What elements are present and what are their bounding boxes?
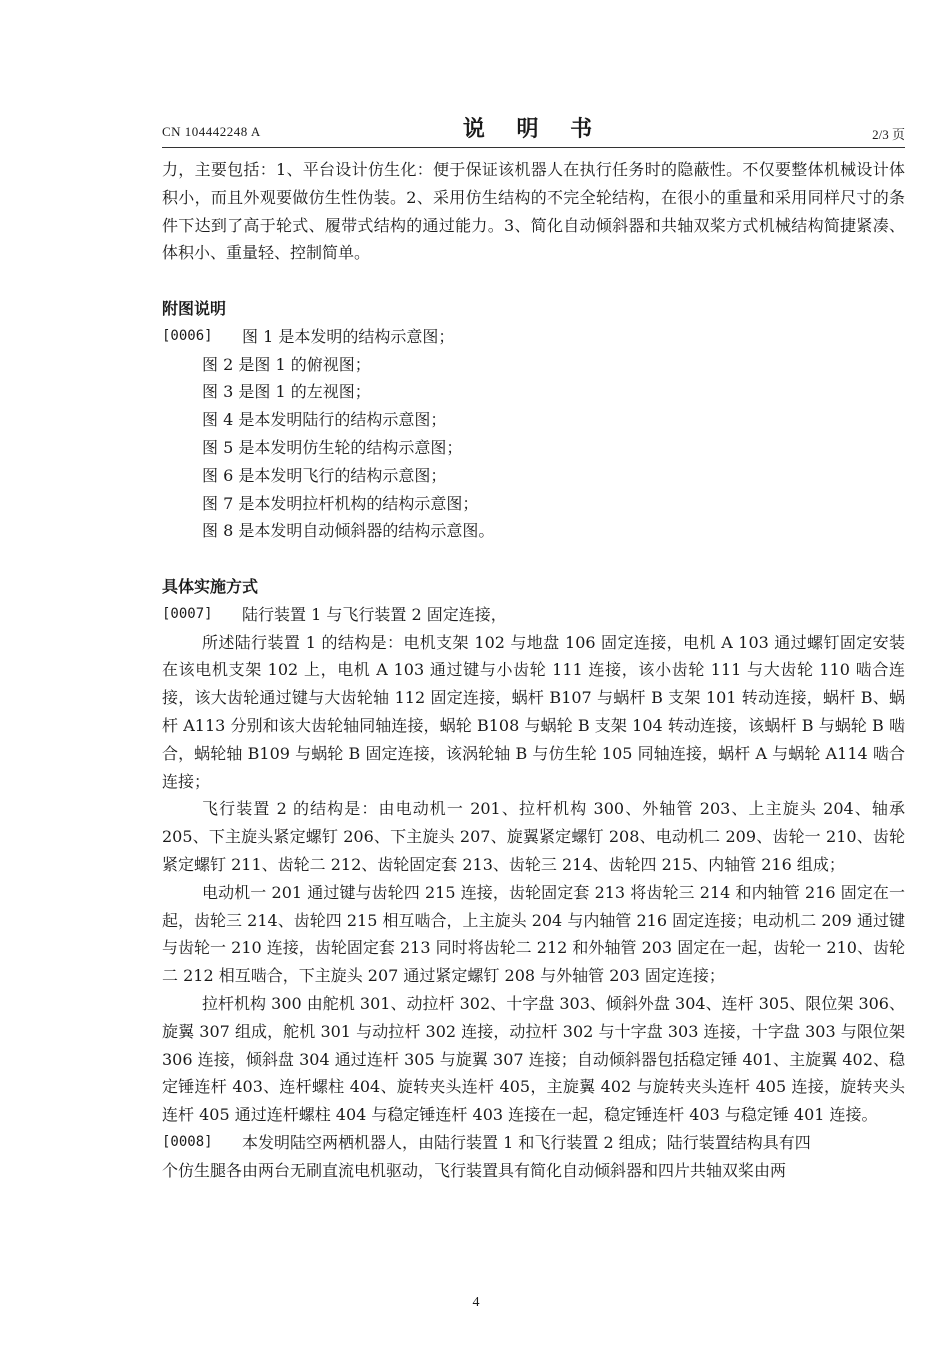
- patent-number: CN 104442248 A: [162, 124, 261, 139]
- document-title: 说 明 书: [462, 116, 605, 142]
- body-paragraph: 个仿生腿各由两台无刷直流电机驱动，飞行装置具有简化自动倾斜器和四片共轴双桨由两: [162, 1160, 787, 1180]
- figure-item: 图 3 是图 1 的左视图；: [202, 382, 371, 402]
- spacer: [162, 545, 905, 573]
- figure-item: 图 2 是图 1 的俯视图；: [202, 354, 371, 374]
- paragraph-number: [0008]: [162, 1133, 213, 1150]
- page-header: [162, 110, 905, 146]
- body-paragraph: 所述陆行装置 1 的结构是：电机支架 102 与地盘 106 固定连接，电机 A 103 通过螺钉固定安装在该电机支架 102 上，电机 A 103 通过键与小齿轮 111 连接，该小齿轮 111 与大齿轮 110 啮合连接，该大齿轮通过键与大齿轮轴 112 固定连接，蜗杆 B107 与蜗杆 B 支架 101 转动连接，蜗杆 B、蜗杆 A113 分别和该大齿轮轴同轴连接，蜗轮 B108 与蜗轮 B 支架 104 转动连接，该蜗杆 B 与蜗轮 B 啮合，蜗轮轴 B109 与蜗轮 B 固定连接，该涡轮轴 B 与仿生轮 105 同轴连接，蜗杆 A 与蜗轮 A114 啮合连接；: [162, 632, 905, 791]
- body-paragraph: 飞行装置 2 的结构是：由电动机一 201、拉杆机构 300、外轴管 203、上主旋头 204、轴承 205、下主旋头紧定螺钉 206、下主旋头 207、旋翼紧定螺钉 208、电动机二 209、齿轮一 210、齿轮紧定螺钉 211、齿轮二 212、齿轮固定套 213、齿轮三 214、齿轮四 215、内轴管 216 组成；: [162, 799, 905, 874]
- figure-item: 图 7 是本发明拉杆机构的结构示意图；: [202, 493, 479, 513]
- body-paragraph: 电动机一 201 通过键与齿轮四 215 连接，齿轮固定套 213 将齿轮三 214 和内轴管 216 固定在一起，齿轮三 214、齿轮四 215 相互啮合，上主旋头 204 与内轴管 216 固定连接；电动机二 209 通过键与齿轮一 210 连接，齿轮固定套 213 同时将齿轮二 212 和外轴管 203 固定在一起，齿轮一 210、齿轮二 212 相互啮合，下主旋头 207 通过紧定螺钉 208 与外轴管 203 固定连接；: [162, 882, 905, 986]
- header-rule: [162, 147, 905, 148]
- spacer: [162, 267, 905, 295]
- paragraph-number: [0006]: [162, 327, 213, 344]
- figure-item: 图 5 是本发明仿生轮的结构示意图；: [202, 437, 463, 457]
- figure-item: 图 6 是本发明飞行的结构示意图；: [202, 465, 447, 485]
- figure-item: 图 8 是本发明自动倾斜器的结构示意图。: [202, 521, 495, 541]
- body-paragraph: 拉杆机构 300 由舵机 301、动拉杆 302、十字盘 303、倾斜外盘 304、连杆 305、限位架 306、旋翼 307 组成，舵机 301 与动拉杆 302 连接，动拉杆 302 与十字盘 303 连接，十字盘 303 与限位架 306 连接，倾斜盘 304 通过连杆 305 与旋翼 307 连接；自动倾斜器包括稳定锤 401、主旋翼 402、稳定锤连杆 403、连杆螺柱 404、旋转夹头连杆 405，主旋翼 402 与旋转夹头连杆 405 连接，旋转夹头连杆 405 通过连杆螺柱 404 与稳定锤连杆 403 连接在一起，稳定锤连杆 403 与稳定锤 401 连接。: [162, 993, 905, 1125]
- document-body: [162, 156, 905, 1184]
- paragraph-0006: [162, 323, 905, 351]
- intro-paragraph: 力，主要包括：1、平台设计仿生化：便于保证该机器人在执行任务时的隐蔽性。不仅要整体机械设计体积小，而且外观要做仿生性伪装。2、采用仿生结构的不完全轮结构，在很小的重量和采用同样尺寸的条件下达到了高于轮式、履带式结构的通过能力。3、简化自动倾斜器和共轴双桨方式机械结构简捷紧凑、体积小、重量轻、控制简单。: [162, 160, 905, 263]
- page-indicator: 2/3 页: [872, 127, 905, 142]
- paragraph-0007: [162, 601, 905, 629]
- paragraph-text: 本发明陆空两栖机器人，由陆行装置 1 和飞行装置 2 组成；陆行装置结构具有四: [242, 1132, 811, 1152]
- page-number: 4: [472, 1295, 480, 1310]
- paragraph-0008: [162, 1129, 905, 1157]
- figure-item: 图 4 是本发明陆行的结构示意图；: [202, 410, 447, 430]
- section-heading-figures: 附图说明: [162, 298, 227, 318]
- paragraph-text: 陆行装置 1 与飞行装置 2 固定连接，: [242, 604, 507, 624]
- paragraph-number: [0007]: [162, 605, 213, 622]
- figure-item: 图 1 是本发明的结构示意图；: [242, 326, 455, 346]
- section-heading-implementation: 具体实施方式: [162, 576, 259, 596]
